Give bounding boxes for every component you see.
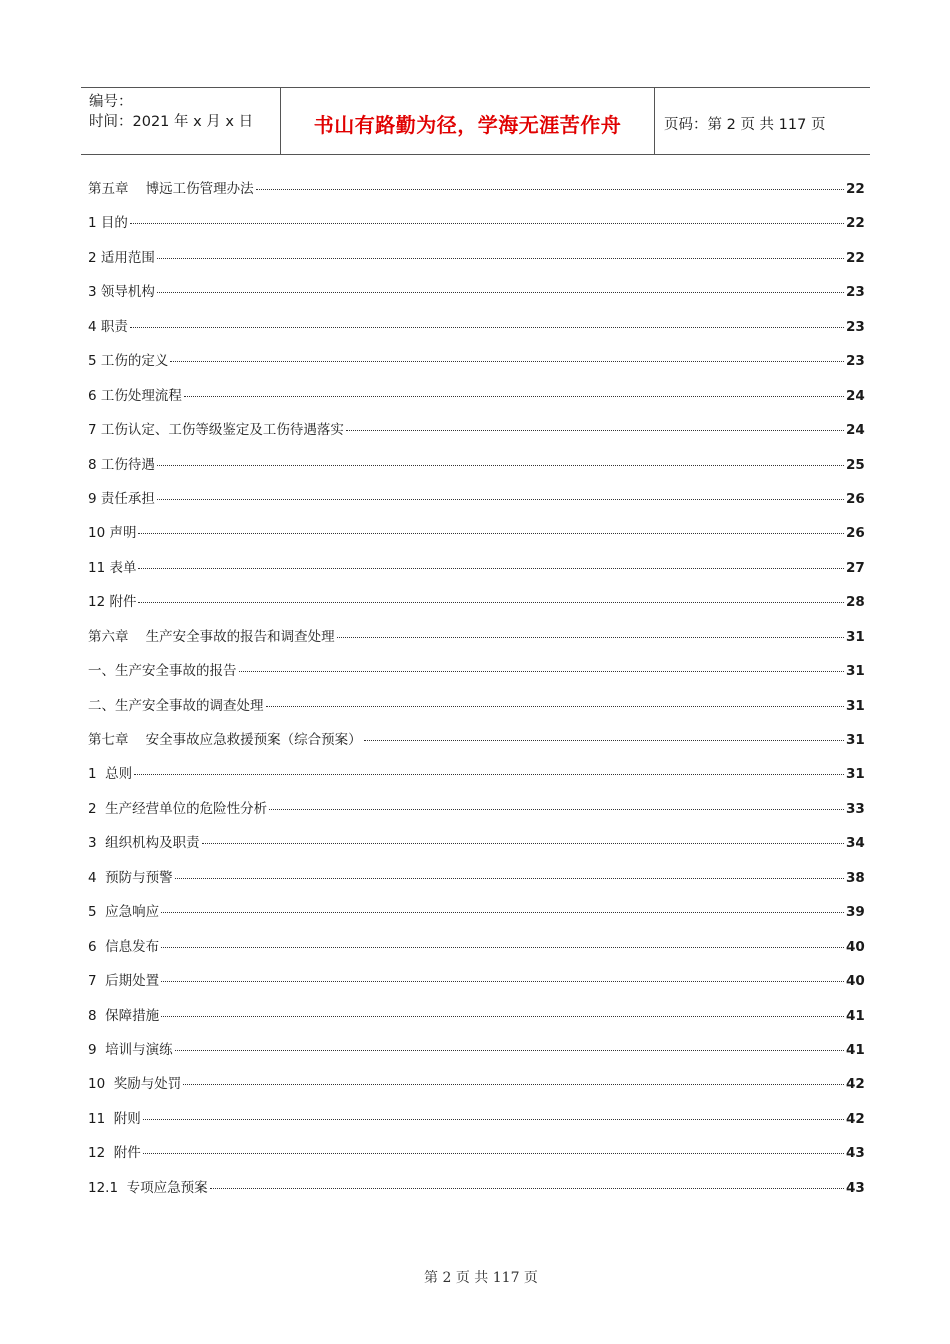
toc-entry[interactable] — [88, 177, 864, 211]
toc-entry-page: 31 — [846, 766, 865, 783]
toc-entry-page: 31 — [846, 732, 865, 748]
toc-entry[interactable] — [88, 556, 864, 590]
toc-entry-page: 41 — [846, 1007, 865, 1024]
toc-entry[interactable] — [88, 521, 864, 555]
toc-entry-page: 34 — [846, 835, 865, 852]
toc-entry-page: 24 — [846, 422, 865, 439]
toc-entry-title: 二、生产安全事故的调查处理 — [88, 697, 264, 714]
toc-entry-title: 12.1 专项应急预案 — [88, 1179, 208, 1196]
toc-entry-title: 第五章 博远工伤管理办法 — [88, 181, 254, 197]
toc-entry-title: 1 目的 — [88, 215, 128, 232]
toc-entry-page: 42 — [846, 1110, 865, 1127]
toc-entry[interactable] — [88, 1004, 864, 1038]
toc-entry-page: 33 — [846, 800, 865, 817]
toc-dot-leader — [161, 947, 844, 948]
toc-dot-leader — [157, 465, 844, 466]
toc-dot-leader — [161, 1016, 844, 1017]
toc-dot-leader — [346, 430, 844, 431]
toc-dot-leader — [184, 396, 844, 397]
toc-entry[interactable] — [88, 694, 864, 728]
toc-entry-title: 2 适用范围 — [88, 249, 155, 266]
toc-dot-leader — [130, 327, 844, 328]
toc-dot-leader — [130, 223, 844, 224]
toc-entry[interactable] — [88, 625, 864, 659]
toc-entry[interactable] — [88, 1107, 864, 1141]
toc-entry-title: 4 职责 — [88, 318, 128, 335]
toc-dot-leader — [143, 1119, 844, 1120]
header-page-info: 页码：第 2 页 共 117 页 — [664, 116, 826, 133]
toc-entry[interactable] — [88, 728, 864, 762]
toc-entry-title: 8 保障措施 — [88, 1007, 160, 1024]
toc-entry[interactable] — [88, 246, 864, 280]
toc-entry[interactable] — [88, 969, 864, 1003]
toc-entry[interactable] — [88, 1176, 864, 1210]
toc-entry-title: 5 应急响应 — [88, 904, 160, 921]
toc-entry-title: 4 预防与预警 — [88, 869, 173, 886]
toc-entry-page: 31 — [846, 697, 865, 714]
toc-entry-page: 39 — [846, 904, 865, 921]
toc-entry[interactable] — [88, 797, 864, 831]
toc-dot-leader — [161, 912, 844, 913]
toc-entry[interactable] — [88, 384, 864, 418]
toc-entry-page: 38 — [846, 869, 865, 886]
serial-number-label: 编号： — [89, 94, 133, 110]
toc-entry[interactable] — [88, 1141, 864, 1175]
toc-dot-leader — [157, 258, 844, 259]
toc-entry-page: 26 — [846, 525, 865, 542]
toc-dot-leader — [337, 637, 844, 638]
toc-entry[interactable] — [88, 659, 864, 693]
toc-entry-title: 6 信息发布 — [88, 938, 160, 955]
header-meta — [81, 88, 281, 154]
toc-entry[interactable] — [88, 418, 864, 452]
toc-entry-page: 23 — [846, 318, 865, 335]
toc-entry-title: 一、生产安全事故的报告 — [88, 663, 237, 680]
toc-entry[interactable] — [88, 453, 864, 487]
toc-entry-page: 23 — [846, 353, 865, 370]
toc-entry-page: 23 — [846, 284, 865, 301]
toc-dot-leader — [202, 843, 844, 844]
toc-dot-leader — [183, 1084, 844, 1085]
toc-dot-leader — [175, 1050, 844, 1051]
toc-entry-title: 2 生产经营单位的危险性分析 — [88, 800, 268, 817]
toc-entry-page: 43 — [846, 1145, 865, 1162]
toc-dot-leader — [239, 671, 845, 672]
toc-dot-leader — [157, 499, 844, 500]
toc-dot-leader — [256, 189, 844, 190]
toc-entry-page: 41 — [846, 1041, 865, 1058]
toc-entry-page: 24 — [846, 387, 865, 404]
toc-entry[interactable] — [88, 1072, 864, 1106]
toc-dot-leader — [157, 292, 844, 293]
toc-entry-title: 第六章 生产安全事故的报告和调查处理 — [88, 628, 335, 645]
toc-entry-page: 31 — [846, 628, 865, 645]
toc-entry[interactable] — [88, 866, 864, 900]
toc-entry-title: 12 附件 — [88, 1145, 141, 1162]
toc-entry-title: 5 工伤的定义 — [88, 353, 169, 370]
toc-entry-title: 10 奖励与处罚 — [88, 1076, 182, 1093]
toc-dot-leader — [175, 878, 844, 879]
header-motto: 书山有路勤为径，学海无涯苦作舟 — [281, 88, 655, 154]
toc-entry-title: 9 责任承担 — [88, 490, 155, 507]
toc-dot-leader — [266, 706, 845, 707]
toc-entry-page: 31 — [846, 663, 865, 680]
toc-entry-title: 7 后期处置 — [88, 973, 160, 990]
toc-entry-title: 7 工伤认定、工伤等级鉴定及工伤待遇落实 — [88, 422, 344, 439]
toc-entry[interactable] — [88, 935, 864, 969]
toc-dot-leader — [364, 740, 844, 741]
toc-entry-page: 42 — [846, 1076, 865, 1093]
toc-dot-leader — [138, 602, 844, 603]
toc-entry-page: 40 — [846, 973, 865, 990]
toc-entry[interactable] — [88, 590, 864, 624]
toc-entry[interactable] — [88, 315, 864, 349]
toc-entry-title: 12 附件 — [88, 594, 137, 611]
toc-dot-leader — [161, 981, 844, 982]
toc-entry-title: 9 培训与演练 — [88, 1041, 173, 1058]
toc-entry-title: 1 总则 — [88, 766, 133, 783]
toc-entry[interactable] — [88, 900, 864, 934]
toc-dot-leader — [138, 533, 844, 534]
toc-entry-page: 27 — [846, 559, 865, 576]
toc-dot-leader — [170, 361, 844, 362]
toc-entry-page: 22 — [846, 215, 865, 232]
toc-entry[interactable] — [88, 349, 864, 383]
page-header — [81, 87, 870, 155]
toc-entry-title: 11 附则 — [88, 1110, 141, 1127]
toc-entry-title: 8 工伤待遇 — [88, 456, 155, 473]
page-footer: 第 2 页 共 117 页 — [424, 1270, 538, 1286]
toc-entry-title: 3 领导机构 — [88, 284, 155, 301]
toc-entry-title: 6 工伤处理流程 — [88, 387, 182, 404]
toc-dot-leader — [269, 809, 844, 810]
toc-entry-page: 40 — [846, 938, 865, 955]
toc-entry[interactable] — [88, 1038, 864, 1072]
toc-entry-title: 10 声明 — [88, 525, 137, 542]
table-of-contents — [88, 177, 864, 1210]
toc-entry[interactable] — [88, 487, 864, 521]
toc-entry[interactable] — [88, 762, 864, 796]
toc-entry[interactable] — [88, 211, 864, 245]
toc-dot-leader — [143, 1153, 844, 1154]
toc-entry[interactable] — [88, 280, 864, 314]
toc-entry[interactable] — [88, 831, 864, 865]
toc-entry-page: 22 — [846, 181, 865, 197]
toc-entry-title: 3 组织机构及职责 — [88, 835, 200, 852]
toc-dot-leader — [210, 1188, 844, 1189]
toc-dot-leader — [138, 568, 844, 569]
toc-dot-leader — [134, 774, 844, 775]
toc-entry-page: 26 — [846, 490, 865, 507]
toc-entry-title: 第七章 安全事故应急救援预案（综合预案） — [88, 732, 362, 748]
toc-entry-page: 43 — [846, 1179, 865, 1196]
date-label: 时间：2021 年 x 月 x 日 — [89, 114, 254, 130]
toc-entry-page: 25 — [846, 456, 865, 473]
toc-entry-page: 22 — [846, 249, 865, 266]
toc-entry-page: 28 — [846, 594, 865, 611]
toc-entry-title: 11 表单 — [88, 559, 137, 576]
